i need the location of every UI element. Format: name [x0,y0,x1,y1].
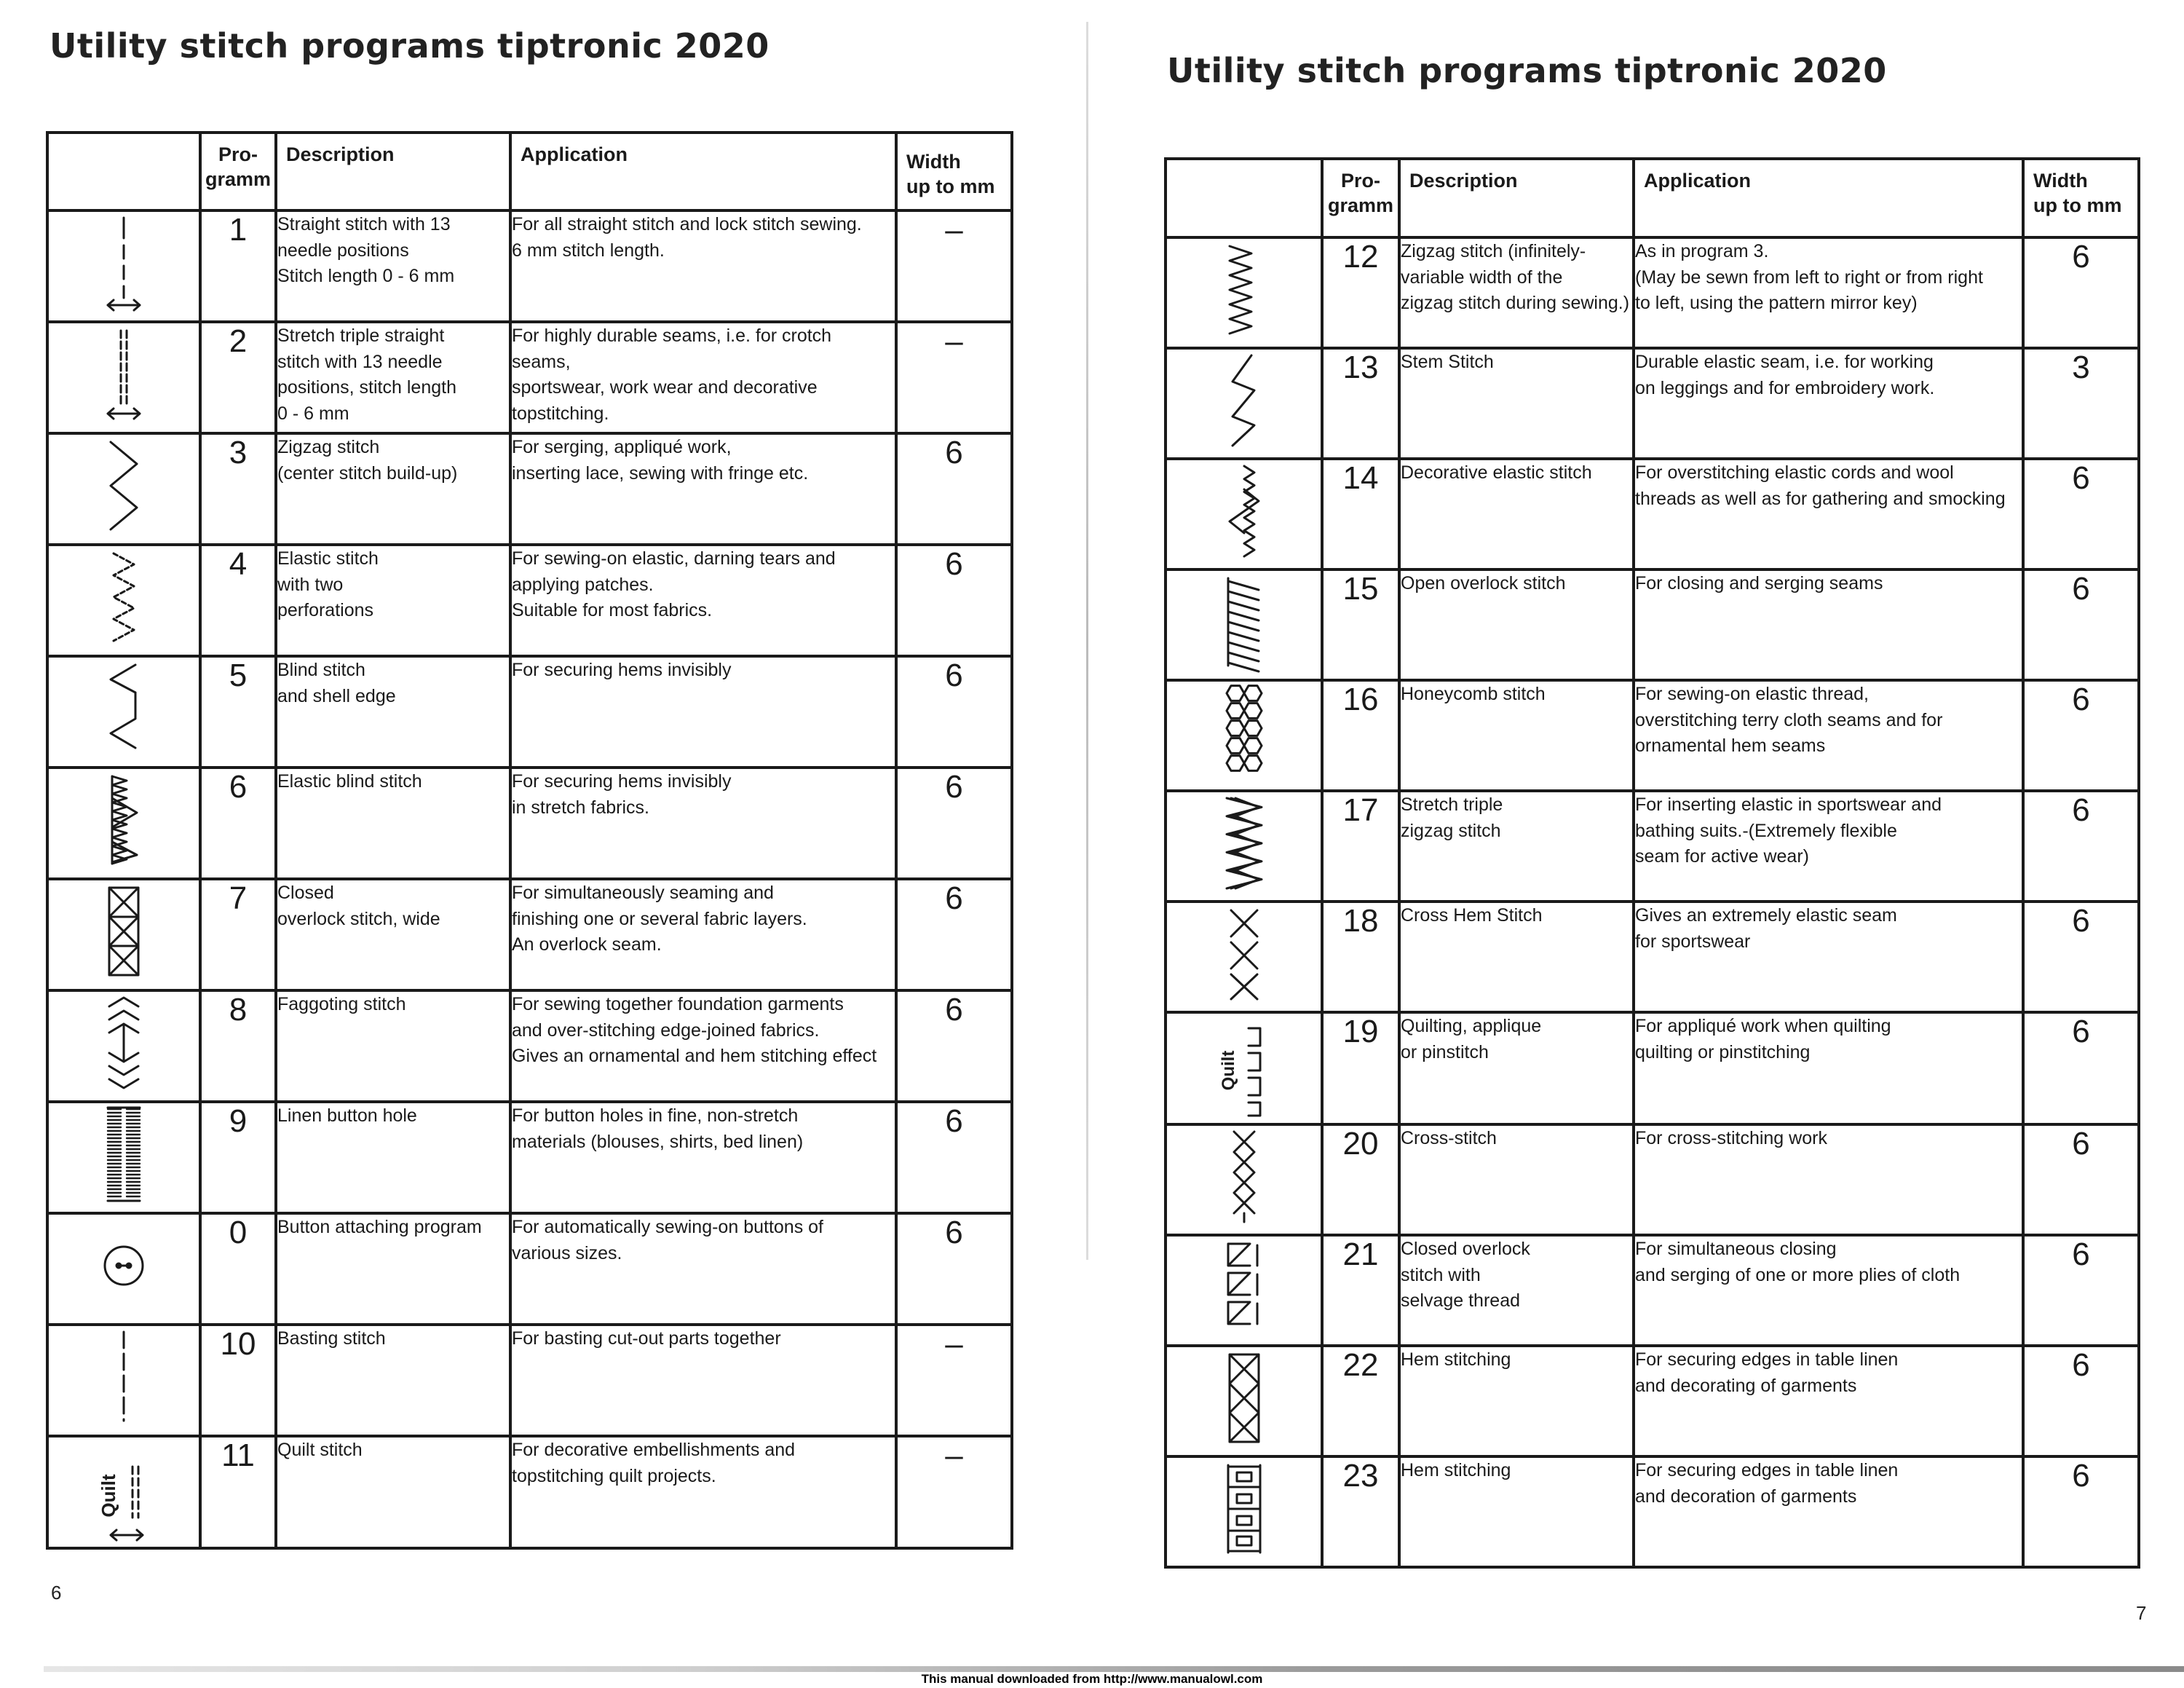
stitch-description: Quilt stitch [276,1436,510,1548]
table-row [1166,680,2139,791]
stitch-width: 6 [896,656,1012,768]
stitch-application: For cross-stitching work [1634,1124,2023,1235]
program-number: 12 [1322,237,1399,348]
program-number: 23 [1322,1456,1399,1567]
header-application: Application [510,133,896,210]
faggoting-icon [47,990,200,1102]
stitch-application: For sewing together foundation garments and over-stitching edge-joined fabrics. Gives an ornamental and hem stitching effect [510,990,896,1102]
program-number: 9 [200,1102,276,1213]
stitch-width: – [896,1436,1012,1548]
stitch-application: For automatically sewing-on buttons of various sizes. [510,1213,896,1325]
stitch-application: For appliqué work when quilting quilting or pinstitching [1634,1012,2023,1124]
stitch-application: Durable elastic seam, i.e. for working on leggings and for embroidery work. [1634,348,2023,459]
stitch-description: Linen button hole [276,1102,510,1213]
header-width: Width up to mm [896,133,1012,210]
stretch-triple-straight-icon [47,322,200,433]
stitch-application: For decorative embellishments and topstitching quilt projects. [510,1436,896,1548]
program-number: 21 [1322,1235,1399,1346]
stitch-description: Stretch triple zigzag stitch [1399,791,1634,902]
svg-text:Quilt: Quilt [98,1474,119,1518]
stitch-width: 6 [2023,902,2139,1012]
stitch-description: Straight stitch with 13 needle positions Stitch length 0 - 6 mm [276,210,510,322]
stitch-application: For all straight stitch and lock stitch sewing. 6 mm stitch length. [510,210,896,322]
header-description: Description [276,133,510,210]
stitch-width: 6 [2023,680,2139,791]
table-row [47,1436,1012,1548]
program-number: 4 [200,545,276,656]
stitch-width: 6 [2023,1456,2139,1567]
table-row [1166,791,2139,902]
program-number: 2 [200,322,276,433]
table-row [1166,348,2139,459]
stitch-width: – [896,210,1012,322]
stitch-description: Closed overlock stitch with selvage thread [1399,1235,1634,1346]
stitch-application: As in program 3. (May be sewn from left to right or from right to left, using the pattern mirror key) [1634,237,2023,348]
stitch-description: Basting stitch [276,1325,510,1436]
program-number: 1 [200,210,276,322]
program-number: 5 [200,656,276,768]
table-row [47,656,1012,768]
footer-source: This manual downloaded from http://www.manualowl.com [921,1672,1263,1686]
stitch-application: For sewing-on elastic, darning tears and applying patches. Suitable for most fabrics. [510,545,896,656]
table-row [47,768,1012,879]
cross-hem-icon [1166,902,1322,1012]
button-icon [47,1213,200,1325]
program-number: 15 [1322,569,1399,680]
decorative-elastic-icon [1166,459,1322,569]
stitch-width: 6 [2023,1346,2139,1456]
header-stitch [1166,159,1322,237]
stitch-application: Gives an extremely elastic seam for sportswear [1634,902,2023,1012]
stitch-description: Cross Hem Stitch [1399,902,1634,1012]
table-row [1166,1346,2139,1456]
stitch-application: For overstitching elastic cords and wool threads as well as for gathering and smocking [1634,459,2023,569]
program-number: 8 [200,990,276,1102]
program-number: 10 [200,1325,276,1436]
page-title: Utility stitch programs tiptronic 2020 [50,26,769,66]
closed-overlock-selvage-icon [1166,1235,1322,1346]
page-number: 6 [51,1582,62,1604]
table-row [47,433,1012,545]
stitch-description: Elastic blind stitch [276,768,510,879]
page-6 [0,0,1085,1688]
header-program: Pro- gramm [1322,159,1399,237]
table-row [1166,459,2139,569]
stitch-width: 6 [2023,569,2139,680]
stitch-width: 6 [2023,459,2139,569]
page-7 [1092,0,2184,1688]
stitch-table [46,131,1013,1550]
program-number: 16 [1322,680,1399,791]
stitch-description: Decorative elastic stitch [1399,459,1634,569]
stitch-description: Stem Stitch [1399,348,1634,459]
table-row [47,879,1012,990]
stitch-description: Hem stitching [1399,1456,1634,1567]
program-number: 19 [1322,1012,1399,1124]
table-row [47,1102,1012,1213]
straight-stitch-icon [47,210,200,322]
stitch-width: 6 [2023,1235,2139,1346]
program-number: 18 [1322,902,1399,1012]
stitch-application: For closing and serging seams [1634,569,2023,680]
program-number: 7 [200,879,276,990]
table-row [47,545,1012,656]
table-row [1166,902,2139,1012]
svg-text:Quilt: Quilt [1218,1050,1238,1091]
program-number: 17 [1322,791,1399,902]
table-row [1166,569,2139,680]
program-number: 22 [1322,1346,1399,1456]
open-overlock-icon [1166,569,1322,680]
elastic-stitch-icon [47,545,200,656]
stitch-table [1164,157,2140,1569]
stitch-width: 6 [896,545,1012,656]
quilt-stitch-icon [47,1436,200,1548]
program-number: 11 [200,1436,276,1548]
stitch-width: 6 [2023,237,2139,348]
stitch-width: 6 [896,768,1012,879]
scan-edge [44,1666,2184,1672]
table-row [47,1213,1012,1325]
stitch-width: 6 [896,1102,1012,1213]
stitch-application: For highly durable seams, i.e. for crotch seams, sportswear, work wear and decorative topstitching. [510,322,896,433]
program-number: 13 [1322,348,1399,459]
table-row [47,210,1012,322]
honeycomb-icon [1166,680,1322,791]
stitch-application: For inserting elastic in sportswear and bathing suits.-(Extremely flexible seam for active wear) [1634,791,2023,902]
buttonhole-icon [47,1102,200,1213]
stretch-triple-zigzag-icon [1166,791,1322,902]
table-row [47,990,1012,1102]
table-row [47,1325,1012,1436]
stitch-description: Faggoting stitch [276,990,510,1102]
stitch-description: Honeycomb stitch [1399,680,1634,791]
stitch-width: 6 [896,879,1012,990]
stitch-description: Zigzag stitch (infinitely- variable width of the zigzag stitch during sewing.) [1399,237,1634,348]
stitch-width: 6 [896,1213,1012,1325]
stitch-width: – [896,1325,1012,1436]
stitch-description: Closed overlock stitch, wide [276,879,510,990]
stitch-description: Zigzag stitch (center stitch build-up) [276,433,510,545]
table-row [1166,1012,2139,1124]
quilting-applique-icon [1166,1012,1322,1124]
header-width: Width up to mm [2023,159,2139,237]
blind-stitch-icon [47,656,200,768]
header-program: Pro- gramm [200,133,276,210]
zigzag-icon [47,433,200,545]
stitch-description: Elastic stitch with two perforations [276,545,510,656]
closed-overlock-icon [47,879,200,990]
hem-stitching-b-icon [1166,1456,1322,1567]
stitch-application: For simultaneously seaming and finishing one or several fabric layers. An overlock seam. [510,879,896,990]
stitch-description: Quilting, applique or pinstitch [1399,1012,1634,1124]
table-row [47,322,1012,433]
stitch-application: For basting cut-out parts together [510,1325,896,1436]
program-number: 0 [200,1213,276,1325]
header-stitch [47,133,200,210]
stitch-application: For sewing-on elastic thread, overstitching terry cloth seams and for ornamental hem seams [1634,680,2023,791]
stitch-description: Blind stitch and shell edge [276,656,510,768]
stitch-application: For serging, appliqué work, inserting lace, sewing with fringe etc. [510,433,896,545]
program-number: 6 [200,768,276,879]
basting-icon [47,1325,200,1436]
stitch-application: For securing hems invisibly in stretch fabrics. [510,768,896,879]
stitch-description: Button attaching program [276,1213,510,1325]
stitch-application: For securing edges in table linen and decorating of garments [1634,1346,2023,1456]
stitch-description: Open overlock stitch [1399,569,1634,680]
page-number: 7 [2136,1602,2147,1624]
zigzag-variable-icon [1166,237,1322,348]
hem-stitching-a-icon [1166,1346,1322,1456]
stitch-description: Hem stitching [1399,1346,1634,1456]
stitch-width: 6 [896,990,1012,1102]
stitch-description: Cross-stitch [1399,1124,1634,1235]
program-number: 3 [200,433,276,545]
stitch-application: For securing hems invisibly [510,656,896,768]
stitch-width: 3 [2023,348,2139,459]
header-application: Application [1634,159,2023,237]
page-gutter [1086,22,1088,1260]
table-row [1166,237,2139,348]
page-title: Utility stitch programs tiptronic 2020 [1167,51,1887,90]
stitch-width: 6 [2023,1124,2139,1235]
stitch-width: 6 [896,433,1012,545]
stitch-application: For simultaneous closing and serging of one or more plies of cloth [1634,1235,2023,1346]
program-number: 20 [1322,1124,1399,1235]
stitch-application: For securing edges in table linen and decoration of garments [1634,1456,2023,1567]
table-row [1166,1456,2139,1567]
stitch-description: Stretch triple straight stitch with 13 needle positions, stitch length 0 - 6 mm [276,322,510,433]
header-description: Description [1399,159,1634,237]
stem-stitch-icon [1166,348,1322,459]
stitch-width: 6 [2023,791,2139,902]
program-number: 14 [1322,459,1399,569]
table-row [1166,1124,2139,1235]
stitch-application: For button holes in fine, non-stretch materials (blouses, shirts, bed linen) [510,1102,896,1213]
table-row [1166,1235,2139,1346]
stitch-width: – [896,322,1012,433]
elastic-blind-stitch-icon [47,768,200,879]
stitch-width: 6 [2023,1012,2139,1124]
cross-stitch-icon [1166,1124,1322,1235]
